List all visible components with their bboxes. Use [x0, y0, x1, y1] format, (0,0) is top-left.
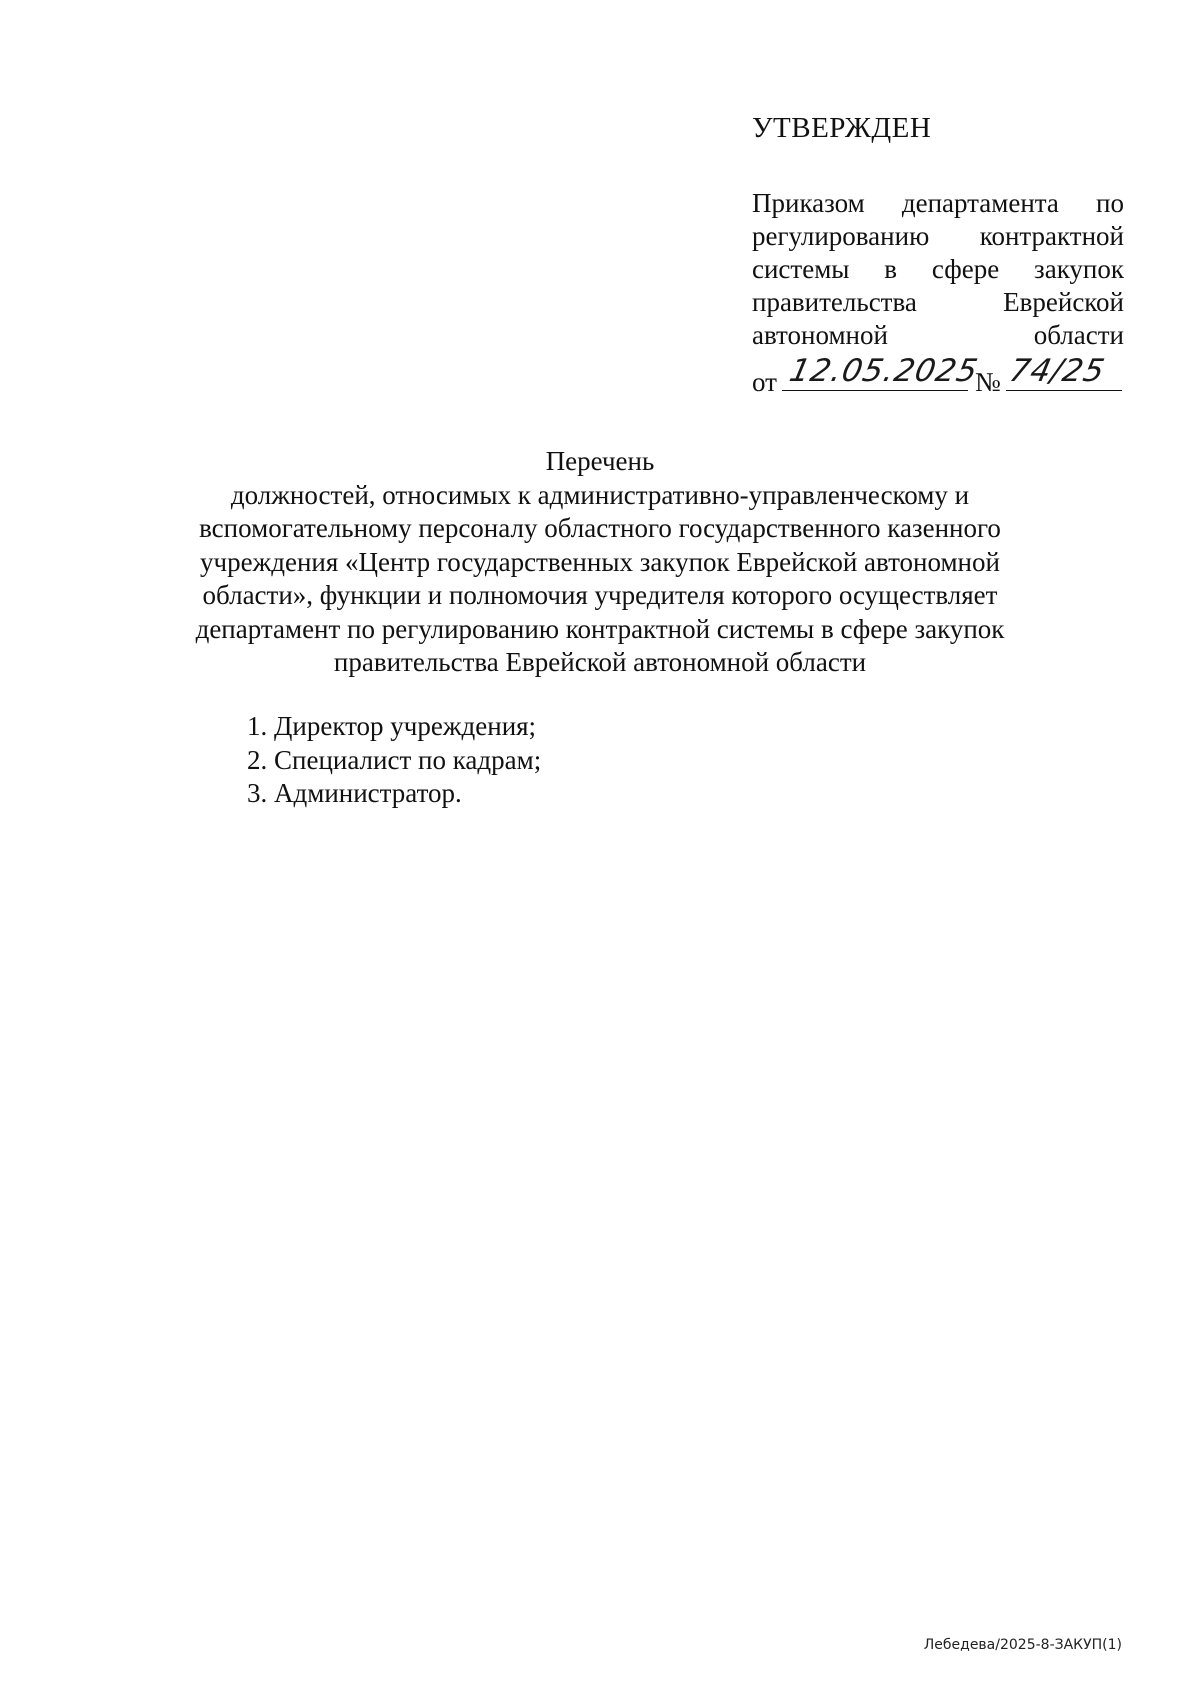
approval-block [752, 112, 1124, 396]
document-description-line: вспомогательному персоналу областного государственного казенного [199, 513, 1001, 543]
document-description-line: учреждения «Центр государственных закупок Еврейской автономной [200, 546, 1000, 577]
order-line-3 [752, 253, 1124, 286]
order-word: департамента [901, 188, 1059, 218]
document-title: Перечень [545, 446, 655, 476]
order-line-2 [752, 220, 1124, 253]
order-word: правительства [752, 287, 917, 317]
handwritten-date: 12.05.2025 [786, 353, 982, 389]
list-item: 2. Специалист по кадрам; [247, 744, 542, 775]
list-item: 1. Директор учреждения; [247, 711, 537, 741]
handwritten-number: 74/25 [1006, 353, 1109, 389]
order-word: в [884, 254, 898, 284]
document-description-line: департамент по регулированию контрактной системы в сфере закупок [195, 613, 1005, 644]
document-description-line: области», функции и полномочия учредителя которого осуществляет [202, 580, 998, 610]
order-word: Приказом [752, 188, 865, 218]
order-word: по [1096, 188, 1124, 218]
document-description-line: должностей, относимых к административно-управленческому и [230, 479, 970, 510]
date-prefix: от [752, 367, 777, 397]
date-field [782, 353, 982, 391]
approved-heading: УТВЕРЖДЕН [752, 112, 932, 144]
document-description-line: правительства Еврейской автономной области [333, 647, 867, 677]
order-word: контрактной [979, 221, 1124, 251]
order-word: системы [752, 254, 850, 284]
order-line-1 [752, 187, 1124, 220]
number-field [1006, 353, 1122, 391]
document-title-block [180, 445, 1020, 680]
order-word: закупок [1034, 254, 1124, 284]
order-line-5: автономной области [752, 320, 1124, 350]
order-word: сфере [931, 254, 1000, 284]
order-reference [752, 187, 1124, 352]
order-word: Еврейской [1003, 287, 1124, 317]
order-date-number-row [752, 353, 1124, 397]
footer-reference: Лебедева/2025-8-ЗАКУП(1) [923, 1637, 1122, 1653]
positions-list [247, 710, 541, 811]
list-item: 3. Администратор. [247, 778, 462, 808]
order-line-4 [752, 286, 1124, 319]
order-word: регулированию [752, 221, 930, 251]
number-prefix: № [975, 367, 1001, 397]
